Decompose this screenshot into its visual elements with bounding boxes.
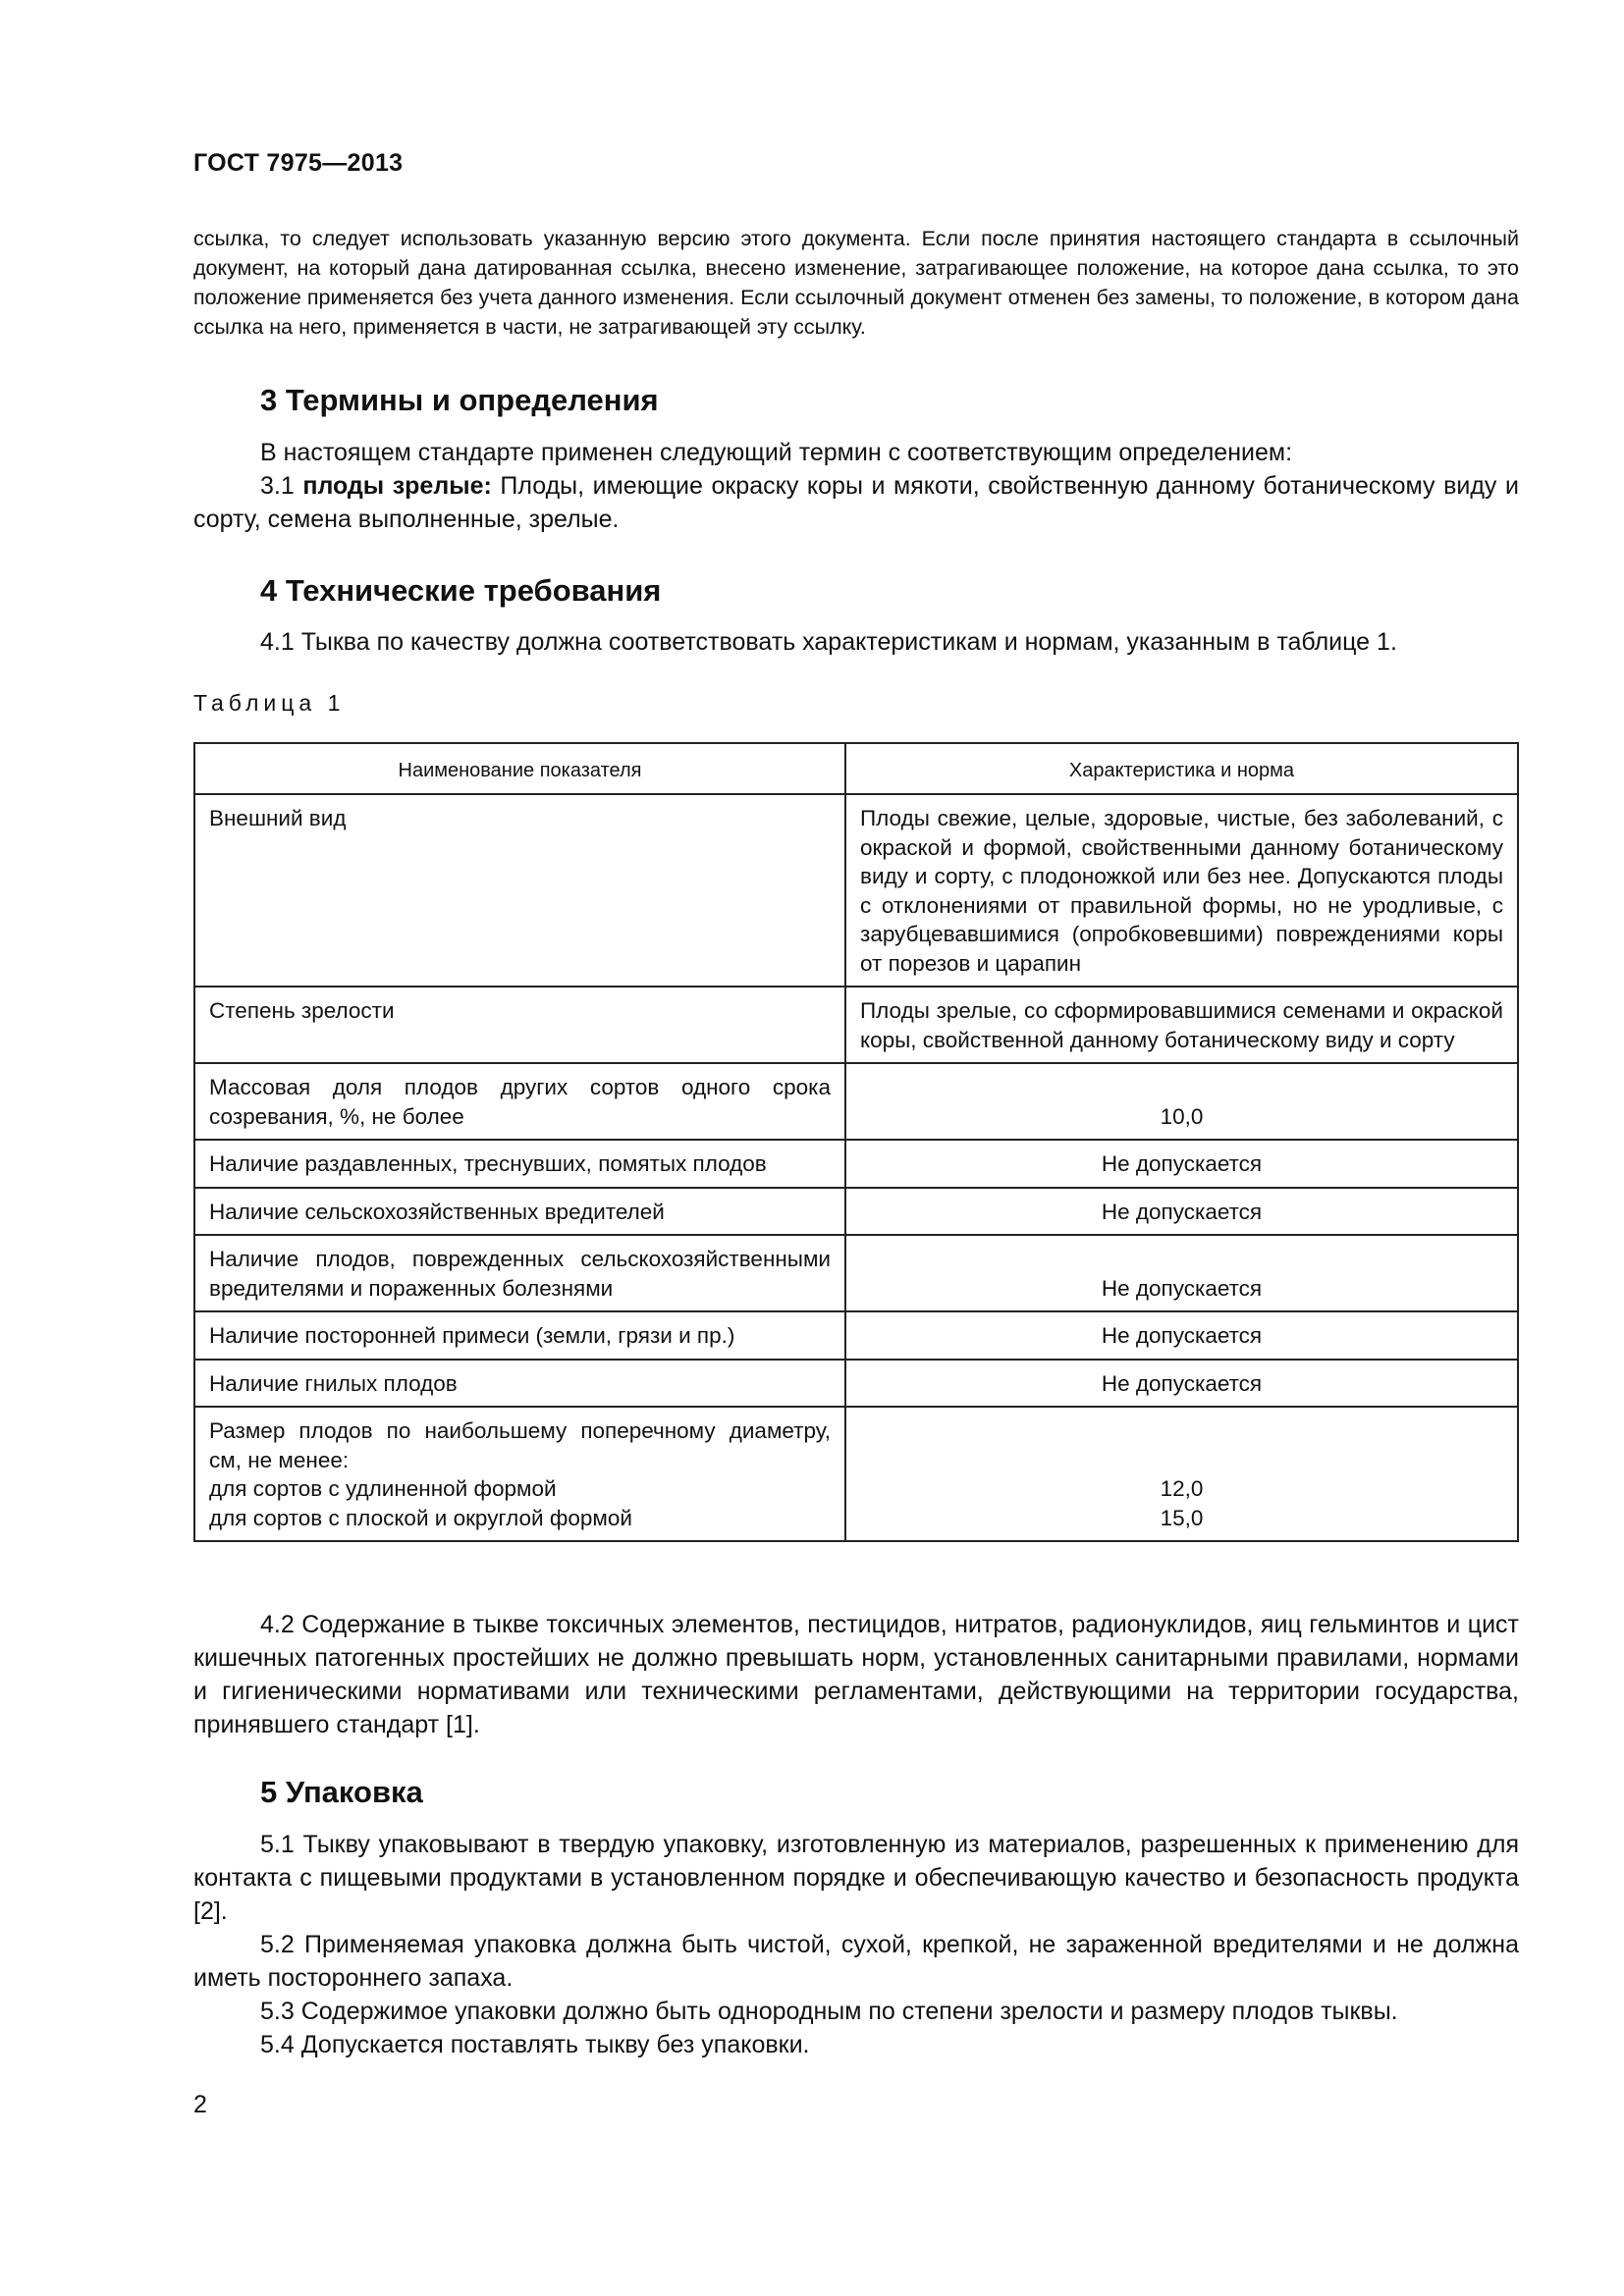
requirements-table — [193, 742, 1519, 1542]
table-row — [194, 987, 1518, 1063]
table-row — [194, 1407, 1518, 1541]
term-number: 3.1 — [260, 472, 295, 500]
paragraph-5-3: 5.3 Содержимое упаковки должно быть однородным по степени зрелости и размеру плодов тыквы. — [260, 1998, 1398, 2025]
term-definition-text: Плоды, имеющие окраску коры и мякоти, свойственную данному ботаническому виду и сорту, семена выполненные, зрелые. — [193, 472, 1519, 533]
norm-cell: 10,0 — [845, 1063, 1518, 1140]
table-row — [194, 1311, 1518, 1360]
section-4-heading: 4 Технические требования — [260, 573, 662, 608]
table-row — [194, 1360, 1518, 1408]
paragraph-5-2: 5.2 Применяемая упаковка должна быть чистой, сухой, крепкой, не зараженной вредителями и не должна иметь постороннего запаха. — [193, 1931, 1519, 1992]
size-indicator-flat-round: для сортов с плоской и округлой формой — [209, 1505, 632, 1530]
norm-cell: Не допускается — [845, 1188, 1518, 1236]
table-row — [194, 1188, 1518, 1236]
size-indicator-elongated: для сортов с удлиненной формой — [209, 1476, 557, 1501]
norm-cell: Плоды зрелые, со сформировавшимися семенами и окраской коры, свойственной данному ботаническому виду и сорту — [845, 987, 1518, 1063]
table-row — [194, 1063, 1518, 1140]
paragraph-5-1: 5.1 Тыкву упаковывают в твердую упаковку, изготовленную из материалов, разрешенных к применению для контакта с пищевыми продуктами в установленном порядке и обеспечивающую качество и безопасность продукта [2]. — [193, 1831, 1519, 1925]
norm-cell: Не допускается — [845, 1311, 1518, 1360]
table-row — [194, 794, 1518, 987]
indicator-cell: Наличие раздавленных, треснувших, помятых плодов — [194, 1140, 845, 1188]
table-row — [194, 1235, 1518, 1311]
section-3-intro: В настоящем стандарте применен следующий термин с соответствующим определением: — [260, 439, 1293, 466]
indicator-cell: Наличие сельскохозяйственных вредителей — [194, 1188, 845, 1236]
indicator-cell: Наличие плодов, поврежденных сельскохозяйственными вредителями и пораженных болезнями — [194, 1235, 845, 1311]
term-definition-3-1 — [193, 469, 1519, 536]
indicator-cell: Массовая доля плодов других сортов одного срока созревания, %, не более — [194, 1063, 845, 1140]
indicator-cell: Наличие посторонней примеси (земли, грязи и пр.) — [194, 1311, 845, 1360]
size-value-flat-round: 15,0 — [1160, 1505, 1204, 1530]
section-5-heading: 5 Упаковка — [260, 1775, 423, 1809]
page-number: 2 — [193, 2091, 207, 2118]
size-indicator-main: Размер плодов по наибольшему поперечному диаметру, см, не менее: — [209, 1418, 831, 1472]
indicator-cell: Степень зрелости — [194, 987, 845, 1063]
size-value-elongated: 12,0 — [1160, 1476, 1204, 1501]
section-3-heading: 3 Термины и определения — [260, 383, 659, 417]
column-header-norm: Характеристика и норма — [845, 743, 1518, 794]
table-header-row — [194, 743, 1518, 794]
indicator-cell: Внешний вид — [194, 794, 845, 987]
column-header-indicator: Наименование показателя — [194, 743, 845, 794]
norm-cell: Не допускается — [845, 1235, 1518, 1311]
reference-continuation-paragraph: ссылка, то следует использовать указанную версию этого документа. Если после принятия настоящего стандарта в ссылочный документ, на который дана датированная ссылка, внесено изменение, затрагивающее положение, на которое дана ссылка, то это положение применяется без учета данного изменения. Если ссылочный документ отменен без замены, то положение, в котором дана ссылка на него, применяется в части, не затрагивающей эту ссылку. — [193, 227, 1519, 339]
norm-cell — [845, 1407, 1518, 1541]
indicator-cell — [194, 1407, 845, 1541]
paragraph-4-2: 4.2 Содержание в тыкве токсичных элементов, пестицидов, нитратов, радионуклидов, яиц гельминтов и цист кишечных патогенных простейших не должно превышать норм, установленных санитарными правилами, нормами и гигиеническими нормативами или техническими регламентами, действующими на территории государства, принявшего стандарт [1]. — [193, 1611, 1519, 1738]
norm-cell: Не допускается — [845, 1140, 1518, 1188]
paragraph-4-1: 4.1 Тыква по качеству должна соответствовать характеристикам и нормам, указанным в таблице 1. — [260, 628, 1397, 656]
norm-cell: Не допускается — [845, 1360, 1518, 1408]
indicator-cell: Наличие гнилых плодов — [194, 1360, 845, 1408]
standard-designation: ГОСТ 7975—2013 — [193, 149, 404, 177]
table-caption: Таблица 1 — [193, 690, 346, 716]
norm-cell: Плоды свежие, целые, здоровые, чистые, без заболеваний, с окраской и формой, свойственными данному ботаническому виду и сорту, с плодоножкой или без нее. Допускаются плоды с отклонениями от правильной формы, но не уродливые, с зарубцевавшимися (опробковевшими) повреждениями коры от порезов и царапин — [845, 794, 1518, 987]
term-label: плоды зрелые: — [302, 472, 492, 500]
paragraph-5-4: 5.4 Допускается поставлять тыкву без упаковки. — [260, 2031, 810, 2058]
table-row — [194, 1140, 1518, 1188]
